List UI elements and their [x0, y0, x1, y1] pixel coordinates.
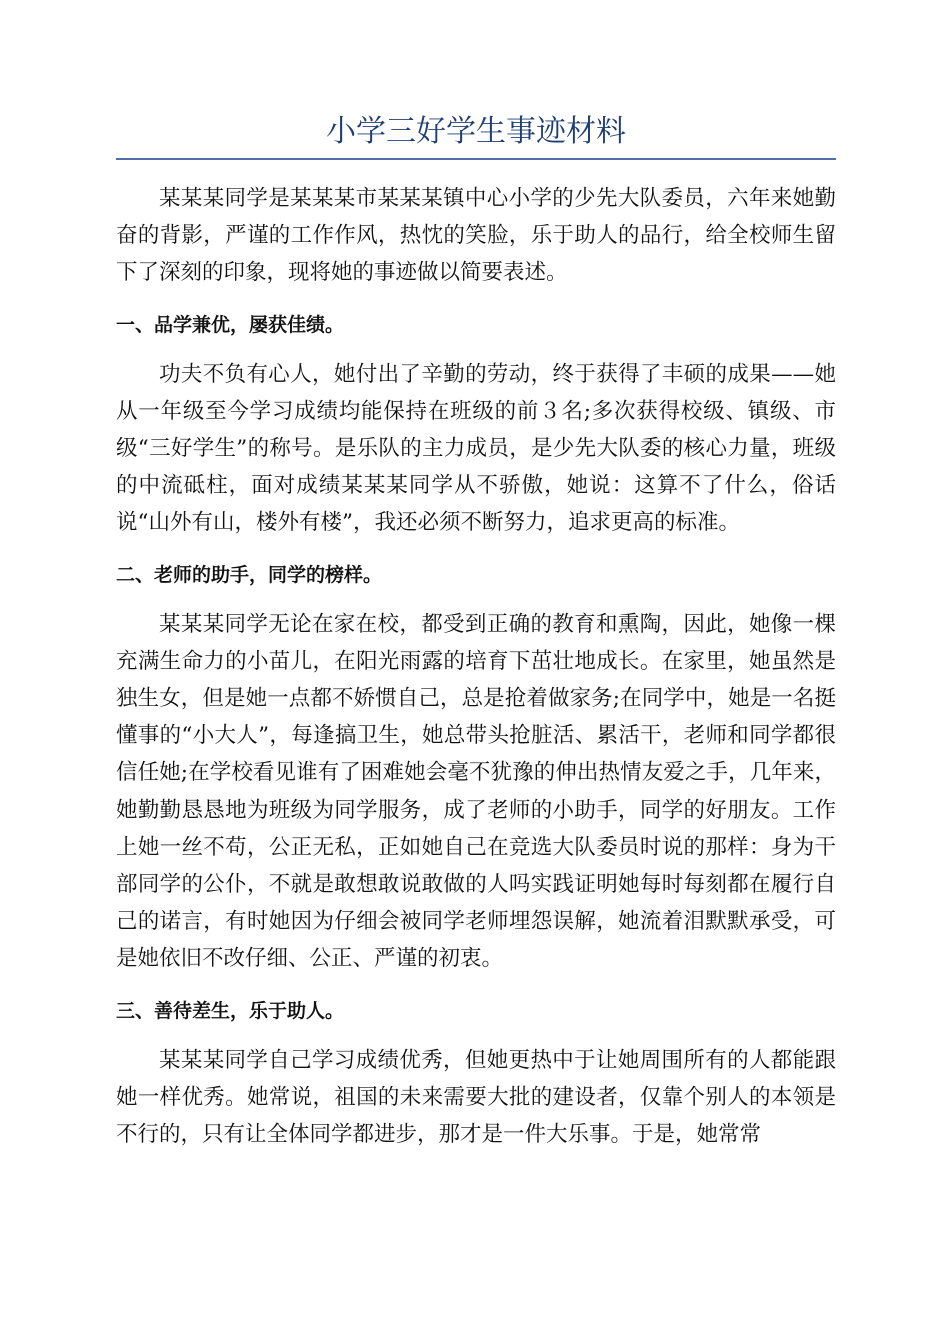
section-heading-2: 二、老师的助手，同学的榜样。 — [116, 563, 383, 586]
section-body-3: 某某某同学自己学习成绩优秀，但她更热中于让她周围所有的人都能跟她一样优秀。她常说，祖国的未来需要大批的建设者，仅靠个别人的本领是不行的，只有让全体同学都进步，那才是一件大乐事。于是，她常常 — [116, 1047, 836, 1148]
section-heading-3: 三、善待差生，乐于助人。 — [116, 999, 345, 1022]
section-body-2: 某某某同学无论在家在校，都受到正确的教育和熏陶，因此，她像一棵充满生命力的小苗儿，在阳光雨露的培育下茁壮地成长。在家里，她虽然是独生女，但是她一点都不娇惯自己，总是抢着做家务;在同学中，她是一名挺懂事的“小大人”，每逢搞卫生，她总带头抢脏活、累活干，老师和同学都很信任她;在学校看见谁有了困难她会毫不犹豫的伸出热情友爱之手，几年来，她勤勤恳恳地为班级为同学服务，成了老师的小助手，同学的好朋友。工作上她一丝不苟，公正无私，正如她自己在竞选大队委员时说的那样：身为干部同学的公仆，不就是敢想敢说敢做的人吗实践证明她每时每刻都在履行自己的诺言，有时她因为仔细会被同学老师埋怨误解，她流着泪默默承受，可是她依旧不改仔细、公正、严谨的初衷。 — [116, 611, 836, 972]
intro-paragraph: 某某某同学是某某某市某某某镇中心小学的少先大队委员，六年来她勤奋的背影，严谨的工作作风，热忱的笑脸，乐于助人的品行，给全校师生留下了深刻的印象，现将她的事迹做以简要表述。 — [116, 186, 836, 286]
document-page — [116, 110, 836, 1153]
document-title: 小学三好学生事迹材料 — [326, 114, 626, 149]
title-underline — [116, 158, 836, 160]
section-body-1: 功夫不负有心人，她付出了辛勤的劳动，终于获得了丰硕的成果——她从一年级至今学习成绩均能保持在班级的前３名;多次获得校级、镇级、市级“三好学生”的称号。是乐队的主力成员，是少先大队委的核心力量，班级的中流砥柱，面对成绩某某某同学从不骄傲，她说：这算不了什么，俗话说“山外有山，楼外有楼”，我还必须不断努力，追求更高的标准。 — [116, 361, 836, 536]
section-heading-1: 一、品学兼优，屡获佳绩。 — [116, 313, 345, 336]
